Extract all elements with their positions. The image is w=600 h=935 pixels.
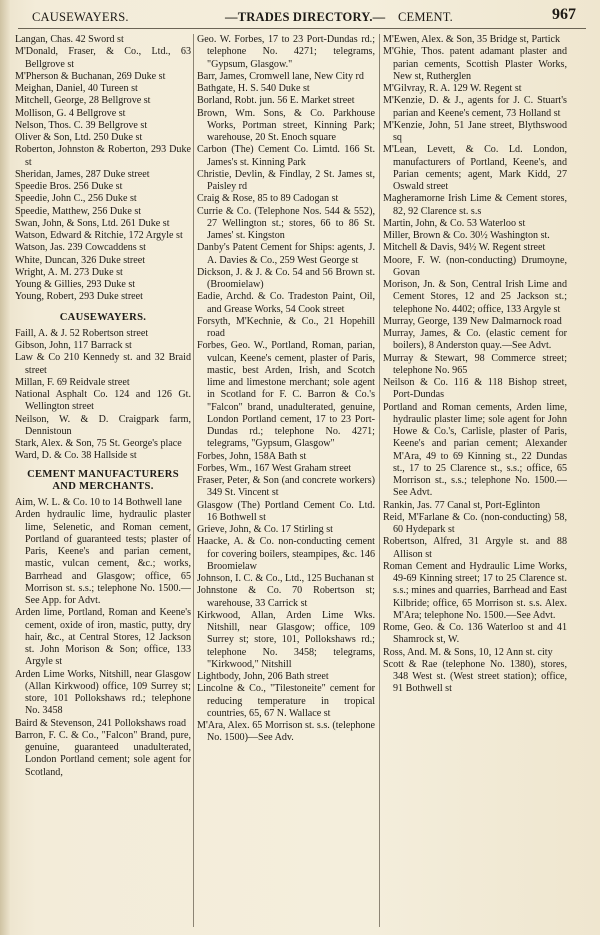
directory-entry: Morison, Jn. & Son, Central Irish Lime and Cement Stores, 12 and 25 Jackson st.; telephone No. 4402; office, 133 Argyle st [383,279,567,315]
column-2-entries [197,34,375,745]
column-divider [379,34,380,927]
directory-entry: Robertson, Alfred, 31 Argyle st. and 88 Allison st [383,536,567,560]
directory-entry: Law & Co 210 Kennedy st. and 32 Braid street [15,352,191,376]
directory-entry: Johnstone & Co. 70 Robertson st; warehouse, 33 Carrick st [197,585,375,609]
directory-entry: Watson, Edward & Ritchie, 172 Argyle st [15,230,183,241]
directory-entry: Mitchell, George, 28 Bellgrove st [15,95,151,107]
directory-entry: Christie, Devlin, & Findlay, 2 St. James st, Paisley rd [197,168,375,192]
directory-entry: Ross, And. M. & Sons, 10, 12 Ann st. city [383,646,553,658]
directory-entry: Geo. W. Forbes, 17 to 23 Port-Dundas rd.; telephone No. 4271; telegrams, "Gypsum, Glasgow." [197,34,375,70]
directory-entry: Grieve, John, & Co. 17 Stirling st [197,524,333,535]
directory-entry: Murray & Stewart, 98 Commerce street; telephone No. 965 [383,352,567,376]
section-heading-cement: CEMENT MANUFACTURERS AND MERCHANTS. [27,468,179,492]
column-3 [383,34,567,929]
directory-entry: Sheridan, James, 287 Duke street [15,168,150,180]
directory-entry: Glasgow (The) Portland Cement Co. Ltd. 16 Bothwell st [197,499,375,523]
directory-entry: Forsyth, M'Kechnie, & Co., 21 Hopehill road [197,315,375,339]
directory-entry: Portland and Roman cements, Arden lime, hydraulic plaster lime; sole agent for John Howe & Co.'s, Carlisle, plaster of Paris, Keene's and parian cement; Alexander M'Ara, 49 to 69 Kinning st., 22 Dundas st., 17 to 25 Clarence st., s.s.; office, 65 Morrison st., s.s.; telephone No. 1500.—See Advt. [383,401,567,499]
directory-entry: Arden Lime Works, Nitshill, near Glasgow (Allan Kirkwood) office, 109 Surrey st; store, 101 Pollokshaws rd.; telephone No. 3458 [15,668,191,717]
directory-entry: M'Lean, Levett, & Co. Ld. London, manufacturers of Portland, Keene's, and Parian cements; agent, Mark Kidd, 27 Oswald street [383,144,567,192]
directory-entry: Martin, John, & Co. 53 Waterloo st [383,217,526,229]
directory-entry: Roberton, Johnston & Roberton, 293 Duke st [15,144,191,168]
directory-entry: White, Duncan, 326 Duke street [15,254,146,266]
running-header [20,6,582,26]
directory-entry: Aim, W. L. & Co. 10 to 14 Bothwell lane [15,497,182,508]
directory-entry: Rome, Geo. & Co. 136 Waterloo st and 41 Shamrock st, W. [383,622,567,646]
directory-entry: Forbes, Wm., 167 West Graham street [197,462,352,474]
directory-entry: Reid, M'Farlane & Co. (non-conducting) 58, 60 Hydepark st [383,511,567,535]
header-center: —TRADES DIRECTORY.— [225,10,386,24]
directory-entry: Forbes, Geo. W., Portland, Roman, parian, vulcan, Keene's cement, plaster of Paris, mastic, best Arden, Irish, and Scotch lime and limestone merchant; sole agent in Scotland for F. C. Barron & Co.'s "Falcon" brand, unadulterated, genuine, London Portland cement, 17 to 23 Port-Dundas rd.; telephone No. 4271; telegrams, "Gypsum, Glasgow" [197,340,375,450]
column-1-block-2 [15,328,191,463]
directory-entry: Mitchell & Davis, 94½ W. Regent street [383,242,546,254]
directory-entry: Speedie, John C., 256 Duke st [15,193,137,205]
directory-entry: Forbes, John, 158A Bath st [197,450,307,462]
directory-entry: Barron, F. C. & Co., "Falcon" Brand, pure, genuine, guaranteed unadulterated, London Portland cement; sole agent for Scotland, [15,729,191,778]
directory-entry: Lightbody, John, 206 Bath street [197,671,329,682]
directory-entry: M'Gilvray, R. A. 129 W. Regent st [383,83,522,94]
directory-entry: Neilson & Co. 116 & 118 Bishop street, Port-Dundas [383,377,567,401]
directory-entry: M'Pherson & Buchanan, 269 Duke st [15,70,166,82]
directory-entry: Magheramorne Irish Lime & Cement stores, 82, 92 Clarence st. s.s [383,193,567,217]
directory-entry: Scott & Rae (telephone No. 1380), stores, 348 West st. (West street station); office, 91 Bothwell st [383,658,567,695]
directory-entry: Speedie, Matthew, 256 Duke st [15,205,142,217]
directory-entry: Currie & Co. (Telephone Nos. 544 & 552), 27 Wellington st.; stores, 66 to 86 St. James' st. Kingston [197,205,375,241]
directory-entry: Carbon (The) Cement Co. Limtd. 166 St. James's st. Kinning Park [197,144,375,168]
directory-entry: Brown, Wm. Sons, & Co. Parkhouse Works, Portman street, Kinning Park; warehouse, 20 St. Enoch square [197,107,375,143]
directory-entry: Haacke, A. & Co. non-conducting cement for covering boilers, steampipes, &c. 146 Broomielaw [197,536,375,572]
directory-entry: M'Ghie, Thos. patent adamant plaster and parian cements, Scottish Plaster Works, New st, Rutherglen [383,46,567,82]
directory-entry: Arden hydraulic lime, hydraulic plaster lime, Selenetic, and Roman cement, Portland of guaranteed tests; plaster of Paris, Keene's and parian cement, mastic, vulcan cement, &c.; works, Barrhead and Glasgow; office, 65 Morrison st. s.s.; telephone No. 1500.—See App. for Advt. [15,509,191,606]
directory-entry: Moore, F. W. (non-conducting) Drumoyne, Govan [383,254,567,278]
directory-entry: Dickson, J. & J. & Co. 54 and 56 Brown st. (Broomielaw) [197,266,375,290]
directory-entry: M'Donald, Fraser, & Co., Ltd., 63 Bellgrove st [15,46,191,70]
directory-entry: Baird & Stevenson, 241 Pollokshaws road [15,717,187,729]
directory-entry: Miller, Brown & Co. 30½ Washington st. [383,230,550,241]
directory-entry: Craig & Rose, 85 to 89 Cadogan st [197,193,339,205]
directory-entry: Swan, John, & Sons, Ltd. 261 Duke st [15,217,170,229]
directory-entry: Eadie, Archd. & Co. Tradeston Paint, Oil, and Grease Works, 54 Cook street [197,291,375,315]
directory-entry: Faill, A. & J. 52 Robertson street [15,327,149,339]
directory-entry: Millan, F. 69 Reidvale street [15,376,130,388]
directory-entry: Stark, Alex. & Son, 75 St. George's place [15,438,182,449]
column-1-block-3 [15,497,191,779]
directory-entry: National Asphalt Co. 124 and 126 Gt. Wellington street [15,389,191,413]
directory-entry: Murray, James, & Co. (elastic cement for boilers), 8 Anderston quay.—See Advt. [383,328,567,352]
column-2 [197,34,375,929]
header-right: CEMENT. [398,10,453,24]
column-divider [193,34,194,927]
directory-entry: Roman Cement and Hydraulic Lime Works, 49-69 Kinning street; 17 to 25 Clarence st. s.s.; mines and quarries, Barrhead and East Kilbride; office, 65 Morrison st. s.s. Alex. M'Ara; telephone No. 1500.—See Advt. [383,560,567,621]
book-spine-shadow [0,0,10,935]
directory-entry: Wright, A. M. 273 Duke st [15,266,123,278]
directory-entry: Oliver & Son, Ltd. 250 Duke st [15,132,143,143]
directory-entry: M'Ara, Alex. 65 Morrison st. s.s. (telephone No. 1500)—See Adv. [197,720,375,744]
directory-entry: Gibson, John, 117 Barrack st [15,340,132,351]
directory-entry: Kirkwood, Allan, Arden Lime Wks. Nitshill, near Glasgow; office, 109 Surrey st; store, 101, Pollokshaws rd.; telephone No. 3458; telegrams, "Kirkwood," Nitshill [197,609,375,670]
directory-entry: Johnson, I. C. & Co., Ltd., 125 Buchanan st [197,573,374,584]
directory-entry: Bathgate, H. S. 540 Duke st [197,83,310,94]
column-1 [15,34,191,929]
directory-entry: Ward, D. & Co. 38 Hallside st [15,450,137,462]
directory-entry: Danby's Patent Cement for Ships: agents, J. A. Davies & Co., 259 West George st [197,242,375,266]
directory-entry: Meighan, Daniel, 40 Tureen st [15,83,138,94]
directory-entry: Mollison, G. 4 Bellgrove st [15,107,126,119]
directory-entry: Lincolne & Co., "Tilestoneite" cement for reducing temperature in tropical countries, 65, 67 N. Wallace st [197,683,375,719]
directory-entry: Young, Robert, 293 Duke street [15,291,143,303]
directory-entry: Murray, George, 139 New Dalmarnock road [383,315,562,327]
directory-entry: Borland, Robt. jun. 56 E. Market street [197,95,355,107]
directory-entry: Neilson, W. & D. Craigpark farm, Dennistoun [15,413,191,437]
directory-entry: Watson, Jas. 239 Cowcaddens st [15,242,146,254]
directory-entry: Rankin, Jas. 77 Canal st, Port-Eglinton [383,499,541,511]
directory-entry: Young & Gillies, 293 Duke st [15,279,136,290]
directory-entry: M'Ewen, Alex. & Son, 35 Bridge st, Partick [383,34,561,45]
page-number: 967 [552,6,576,23]
column-1-block-1 [15,34,191,304]
directory-entry: M'Kenzie, John, 51 Jane street, Blythswood sq [383,119,567,143]
directory-entry: M'Kenzie, D. & J., agents for J. C. Stuart's parian and Keene's cement, 73 Holland st [383,95,567,119]
directory-entry: Langan, Chas. 42 Sword st [15,34,124,45]
column-3-entries [383,34,567,696]
section-heading-causewayers: CAUSEWAYERS. [59,311,147,323]
directory-entry: Fraser, Peter, & Son (and concrete workers) 349 St. Vincent st [197,475,375,499]
header-left: CAUSEWAYERS. [32,10,129,24]
directory-entry: Barr, James, Cromwell lane, New City rd [197,70,364,82]
header-rule [18,28,586,29]
directory-entry: Arden lime, Portland, Roman and Keene's cement, oxide of iron, mastic, putty, dry hair, &c., at Central Stores, 12 Jackson st. John Morison & Son; office, 133 Argyle st [15,607,191,668]
directory-entry: Nelson, Thos. C. 39 Bellgrove st [15,119,148,131]
directory-entry: Speedie Bros. 256 Duke st [15,181,123,192]
